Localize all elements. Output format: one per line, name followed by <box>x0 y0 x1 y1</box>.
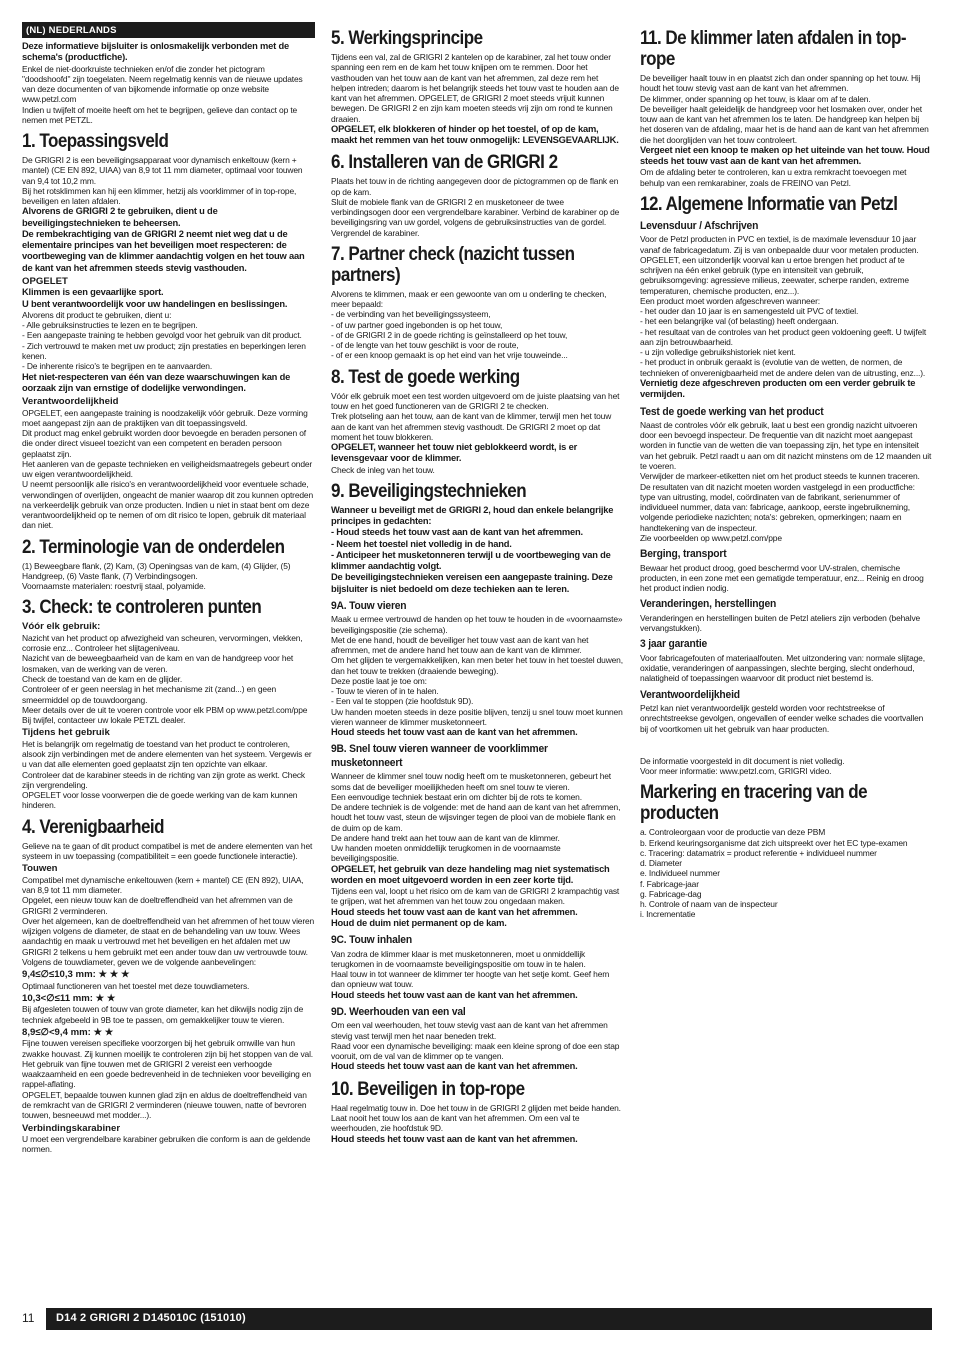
body-text: Check de inleg van het touw. <box>331 464 435 475</box>
body-text: Maak u ermee vertrouwd de handen op het touw te houden in de «voornaamste» beveiligingspositie (zie schema). Met de ene hand, houdt de beveiliger het touw vast aan de kant van het afremmen, met de andere hand het touw aan de kant van de klimmer. Om het glijden te vergemakkelijken, kan men beter het touw in het toestel duwen, dan het touw te trekken (draaiende beweging). Deze postie laat je toe om: - Touw te vieren of in te halen. - Een val te stoppen (zie hoofdstuk 9D). Uw handen moeten steeds in deze positie blijven, tenzij u snel touw moet kunnen vieren wanneer de klimmer musketonneert. <box>331 614 623 727</box>
label-heading: 10,3<∅≤11 mm: ★ ★ <box>22 992 116 1004</box>
body-text: Tijdens een val, loopt u het risico om de kam van de GRIGRI 2 krampachtig vast te grijpen, wat het afremmen van het touw zou ongedaan maken. <box>331 886 620 907</box>
subsection-heading: Test de goede werking van het product <box>640 405 824 418</box>
spacer <box>640 734 932 756</box>
bold-text: Klimmen is een gevaarlijke sport. U bent verantwoordelijk voor uw handelingen en beslissingen. <box>22 287 288 309</box>
label-heading: OPGELET <box>22 275 68 287</box>
section-heading: 9. Beveiligingstechnieken <box>331 479 527 502</box>
bold-text: Vergeet niet een knoop te maken op het uiteinde van het touw. Houd steeds het touw vast aan de kant van het afremmen. <box>640 144 930 167</box>
body-text: Tijdens een val, zal de GRIGRI 2 kantelen op de karabiner, zal het touw onder spanning een rem en de kam het touw knijpen om te remmen. Door het vasthouden van het touw aan de kant van het afremmen, zal deze rem het helpen intreden; daarom is het belangrijk steeds het touw vast te houden aan de kant van het afremmen. OPGELET, de GRIGRI 2 moet steeds vrijuit kunnen bewegen. De GRIGRI 2 en zijn kam moeten steeds vrij zijn om rond te kunnen draaien. <box>331 51 619 124</box>
bold-text: OPGELET, het gebruik van deze handeling mag niet systematisch worden en moet uitgevoerd worden in een zeer korte tijd. <box>331 863 610 885</box>
section-heading: 7. Partner check (nazicht tussen partners) <box>331 242 575 286</box>
body-text: De GRIGRI 2 is een beveiligingsapparaat voor dynamisch enkeltouw (kern + mantel) (CE EN 892, UIAA) van 8,9 tot 11 mm diameter, optimaal voor touwen van 9,4 tot 10,2 mm. Bij het rotsklimmen kan hij een klimmer, hetzij als voorklimmer of in top-rope, beveiligen en laten afdalen. <box>22 155 303 207</box>
bold-text: Wanneer u beveiligt met de GRIGRI 2, houd dan enkele belangrijke principes in gedachten: - Houd steeds het touw vast aan de kant van het afremmen. - Neem het toestel niet volledig in de hand. - Anticipeer het musketonneren terwijl u de voortbeweging van de klimmer aandachtig volgt. De beveiligingstechnieken vereisen een aangepaste training. Deze bijsluiter is niet bedoeld om deze techieken aan te leren. <box>331 504 614 594</box>
section-heading: 3. Check: te controleren punten <box>22 596 262 619</box>
body-text: (1) Beweegbare flank, (2) Kam, (3) Openingsas van de kam, (4) Glijder, (5) Handgreep, (6) Vaste flank, (7) Verbindingsogen. Voornaamste materialen: roestvrij staal, polyamide. <box>22 560 291 592</box>
body-text: Petzl kan niet verantwoordelijk gesteld worden voor rechtstreekse of onrechtstreekse gevolgen, ongevallen of eender welke schades die voortvallen bij of voortkomen uit het gebruik van haar producten. <box>640 703 924 734</box>
bold-text: Houd steeds het touw vast aan de kant van het afremmen. <box>331 727 578 738</box>
label-heading: 9,4≤∅≤10,3 mm: ★ ★ ★ <box>22 969 130 981</box>
bold-text: Houd steeds het touw vast aan de kant van het afremmen. <box>331 989 578 1000</box>
body-text: Wanneer de klimmer snel touw nodig heeft om te musketonneren, gebeurt het soms dat de beveiliger moeilijkheden heeft om snel touw te vieren. Een eenvoudige techniek bestaat erin om dichter bij de rots te komen. De andere techniek is de volgende: met de hand aan de kant van het afremmen, houdt het touw vast, steun de wijsvinger tegen de plooi van de mobiele flank en de duim op de kam. De andere hand trekt aan het touw aan de kant van de klimmer. Uw handen moeten onmiddellijk terugkomen in de voornaamste beveiligingspositie. <box>331 771 621 864</box>
body-text: Om de afdaling beter te controleren, kan u extra remkracht toevoegen met behulp van een remkarabiner, zoals de FREINO van Petzl. <box>640 167 907 188</box>
body-text: Gelieve na te gaan of dit product compatibel is met de andere elementen van het systeem in uw toepassing (compatibiliteit = een goede functionele interactie). <box>22 840 313 861</box>
section-heading: 1. Toepassingsveld <box>22 130 169 153</box>
subsection-heading: 3 jaar garantie <box>640 638 708 651</box>
bold-text: Houd steeds het touw vast aan de kant van het afremmen. <box>331 1061 578 1072</box>
column-middle <box>331 22 623 1292</box>
subsection-heading: Berging, transport <box>640 548 727 561</box>
subsection-heading: 9D. Weerhouden van een val <box>331 1005 466 1018</box>
page-footer <box>22 1308 932 1330</box>
page-number: 11 <box>22 1311 35 1325</box>
body-text: Om een val weerhouden, het touw stevig vast aan de kant van het afremmen stevig vast terwijl men het naar beneden trekt. Raad voor een dynamische beveiliging: maak een kleine sprong of doe een stap vooruit, om de val van de klimmer op te vangen. <box>331 1020 620 1062</box>
bold-text: OPGELET, elk blokkeren of hinder op het toestel, of op de kam, maakt het remmen van het touw onmogelijk: LEVENSGEVAARLIJK. <box>331 123 619 146</box>
body-text: Compatibel met dynamische enkeltouwen (kern + mantel) CE (EN 892), UIAA, van 8,9 tot 11 mm diameter. Opgelet, een nieuw touw kan de doeltreffendheid van het afremmen van de GRIGRI 2 verminderen. Over het algemeen, kan de doeltreffendheid van het afremmen of het touw vieren wijzigen volgens de diameter, de staat en de behandeling van uw touw. Wees aandachtig en maak u vertrouwd met het beveiligen en het afdalen met uw GRIGRI 2 telkens u hem gebruikt met een ander touw dan uw vertrouwde touw. Volgens de touwdiameter, geven we de volgende aanbevelingen: <box>22 874 315 967</box>
body-text: Bewaar het product droog, goed beschermd voor UV-stralen, chemische producten, in een zone met een gematigde temperatuur, enz... Reinig en droog het product indien nodig. <box>640 562 924 594</box>
subsection-heading: 9C. Touw inhalen <box>331 934 412 947</box>
section-heading: 6. Installeren van de GRIGRI 2 <box>331 151 558 174</box>
body-text: Vóór elk gebruik moet een test worden uitgevoerd om de juiste plaatsing van het touw en het goed functioneren van de GRIGRI 2 te checken. Trek plotseling aan het touw, aan de kant van de klimmer, terwijl men het touw aan de kant van het afremmen stevig vasthoudt. De GRIGRI 2 moet op dat moment het touw blokkeren. <box>331 390 620 442</box>
body-text: Bij afgesleten touwen of touw van grote diameter, kan het dikwijls nodig zijn de techniek afgebeeld in 9B toe te passen, om gemakkelijker touw te vieren. <box>22 1004 304 1025</box>
body-text: De informatie voorgesteld in dit document is niet volledig. Voor meer informatie: www.petzl.com, GRIGRI video. <box>640 755 845 777</box>
label-heading: 8,9≤∅<9,4 mm: ★ ★ <box>22 1026 114 1038</box>
subsection-heading: Verantwoordelijkheid <box>640 688 740 701</box>
subsection-heading: Veranderingen, herstellingen <box>640 598 777 611</box>
label-heading: Tijdens het gebruik <box>22 727 110 739</box>
body-text: Nazicht van het product op afwezigheid van scheuren, vervormingen, vlekken, corrosie enz... Controleer het slijtageniveau. Nazicht van de beweegbaarheid van de kam en van de handgreep voor het losmaken, van de werking van de veren. Check de toestand van de kam en de glijder. Controleer of er geen neerslag in het mechanisme zit (zand...) en geen smeermiddel op de touwdoorgang. Meer details over de uit te voeren controle voor elk PBM op www.petzl.com/ppe Bij twijfel, contacteer uw lokale PETZL dealer. <box>22 632 308 726</box>
section-heading: 2. Terminologie van de onderdelen <box>22 535 285 558</box>
language-header: (NL) NEDERLANDS <box>22 22 315 38</box>
body-text: Voor de Petzl producten in PVC en textiel, is de maximale levensduur 10 jaar vanaf de fabricagedatum. Zij is van onbepaalde duur voor metalen producten. OPGELET, een uitzonderlijk voorval kan u ertoe brengen het product af te schrijven na één enkel gebruik (type en intensiteit van gebruik, gebruiksomgeving: agressieve milieus, zeewater, scherpe randen, extreme temperaturen, chemische producten, enz...). Een product moet worden afgeschreven wanneer: - het ouder dan 10 jaar is en samengesteld uit PVC of textiel. - het een belangrijke val (of belasting) heeft ondergaan. - het resultaat van de controles van het product geen voldoening geeft. U twijfelt aan zijn betrouwbaarheid. - u zijn volledige gebruikshistoriek niet kent. - het product in onbruik geraakt is (evolutie van de wetten, de normen, de technieken of onverenigbaarheid met de andere delen van de uitrusting, enz...). <box>640 234 927 378</box>
body-text: U moet een vergrendelbare karabiner gebruiken die conform is aan de geldende normen. <box>22 1134 311 1155</box>
label-heading: Vóór elk gebruik: <box>22 621 101 633</box>
body-text: Naast de controles vóór elk gebruik, laat u best een grondig nazicht uitvoeren door een bevoegd inspecteur. De frequentie van dit nazicht moet aangepast worden in functie van de wetten die van toepassing zijn, het type en intensiteit van het gebruik. Petzl raadt u aan om dit nazicht minstens om de 12 maanden uit te voeren. Verwijder de markeer-etiketten niet om het product steeds te kunnen traceren. De resultaten van dit nazicht moeten worden vastgelegd in een productfiche: type van uitrusting, model, coördinaten van de fabrikant, serienummer of individueel nummer, data van: fabricage, aankoop, eerste ingebruikneming, volgende periodieke nazichten; nota's: gebreken, opmerkingen; naam en handtekening van de inspecteur. Zie voorbeelden op www.petzl.com/ppe <box>640 419 932 543</box>
body-text: Haal regelmatig touw in. Doe het touw in de GRIGRI 2 glijden met beide handen. Laat nooit het touw los aan de kant van het afremmen. Om een val te weerhouden, zie hoofdstuk 9D. <box>331 1102 621 1134</box>
section-heading: 10. Beveiligen in top-rope <box>331 1077 525 1100</box>
body-text: Plaats het touw in de richting aangegeven door de pictogrammen op de flank en op de kam. Sluit de mobiele flank van de GRIGRI 2 en musketoneer de twee verbindingsogen door een vergrendelbare karabiner. Verbind de karabiner op de beveiligingsring van uw gordel, volgens de gebruiksinstructies van de gordel. Vergrendel de karabiner. <box>331 176 620 238</box>
column-right <box>640 22 932 1292</box>
body-text: Veranderingen en herstellingen buiten de Petzl ateliers zijn verboden (behalve vervangstukken). <box>640 612 921 634</box>
section-heading: 8. Test de goede werking <box>331 365 520 388</box>
bold-text: Vernietig deze afgeschreven producten om een verder gebruik te vermijden. <box>640 378 916 400</box>
section-heading: 5. Werkingsprincipe <box>331 27 483 49</box>
document-reference: D14 2 GRIGRI 2 D145010C (151010) <box>46 1308 932 1330</box>
label-heading: Verantwoordelijkheid <box>22 396 119 407</box>
subsection-heading: 9B. Snel touw vieren wanneer de voorklimmer musketonneert <box>331 743 548 769</box>
section-heading: 4. Verenigbaarheid <box>22 815 164 838</box>
bold-text: Houd steeds het touw vast aan de kant van het afremmen. <box>331 1133 578 1144</box>
body-text: Van zodra de klimmer klaar is met musketonneren, moet u onmiddellijk terugkomen in de voornaamste beveiligingspositie om touw in te halen. Haal touw in tot wanneer de klimmer ter hoogte van het setje komt. Geef hem dan opnieuw wat touw. <box>331 948 610 990</box>
body-text: a. Controleorgaan voor de productie van deze PBM b. Erkend keuringsorganisme dat zich uitspreekt over het EC type-examen c. Tracering: datamatrix = product referentie + individueel nummer d. Diameter e. Individueel nummer f. Fabricage-jaar g. Fabricage-dag h. Controle of naam van de inspecteur i. Incrementatie <box>640 827 908 920</box>
bold-text: Houd steeds het touw vast aan de kant van het afremmen. Houd de duim niet permanent op de kam. <box>331 906 578 928</box>
body-text: Fijne touwen vereisen specifieke voorzorgen bij het gebruik omwille van hun zwakke houvast. Zij kunnen moeilijk te controleren zijn bij het stoppen van de val. Het gebruik van fijne touwen met de GRIGRI 2 vereist een verhoogde waakzaamheid en een goede bedrevenheid in de technieken voor beveiliging en rappel-aflating. OPGELET, bepaalde touwen kunnen glad zijn en aldus de doeltreffendheid van de remkracht van de GRIGRI 2 verminderen (nieuwe touwen, natte of bevroren touwen, besneeuwd met modder...). <box>22 1038 313 1121</box>
body-text: Het is belangrijk om regelmatig de toestand van het product te controleren, alsook zijn verbindingen met de andere elementen van het systeem. Vergewis er u van dat alle elementen goed geplaatst zijn ten opzichte van elkaar. Controleer dat de karabiner steeds in de richting van zijn grote as werkt. Check zijn vergrendeling. OPGELET voor losse voorwerpen die de goede werking van de kam kunnen hinderen. <box>22 738 312 811</box>
body-text: De beveiliger haalt touw in en plaatst zich dan onder spanning op het touw. Hij houdt het touw stevig vast aan de kant van het afremmen. De klimmer, onder spanning op het touw, is klaar om af te dalen. De beveiliger haalt geleidelijk de handgreep voor het losmaken over, onder het touw aan de kant van het afremmen los te laten. De handgreep kan helpen bij het doseren van de afdaling, maar het is de hand aan de kant van het afremmen die het doorglijden van het touw controleert. <box>640 72 929 145</box>
bold-text: OPGELET, wanneer het touw niet geblokkeerd wordt, is er levensgevaar voor de klimmer. <box>331 442 578 464</box>
body-text: Alvorens te klimmen, maak er een gewoonte van om u onderling te checken, meer bepaald: - de verbinding van het beveiligingssysteem, - of uw partner goed ingebonden is op het touw, - of de GRIGRI 2 in de goede richting is geïnstalleerd op het touw, - of de lengte van het touw geschikt is voor de route, - of er een knoop gemaakt is op het eind van het vrije touweinde... <box>331 288 607 361</box>
body-text: Optimaal functioneren van het toestel met deze touwdiameters. <box>22 980 250 991</box>
label-heading: Verbindingskarabiner <box>22 1122 121 1134</box>
body-text: Voor fabricagefouten of materiaalfouten. Met uitzondering van: normale slijtage, oxidatie, veranderingen of aanpassingen, slechte berging, slecht onderhoud, nalatigheid of toepassingen waarvoor dit product niet bestemd is. <box>640 652 925 684</box>
section-heading: 11. De klimmer laten afdalen in top-rope <box>640 27 906 70</box>
bold-text: Deze informatieve bijsluiter is onlosmakelijk verbonden met de schema's (productfiche). <box>22 41 289 63</box>
body-text: Enkel de niet-doorkruiste technieken en/of die zonder het pictogram "doodshoofd" zijn toegelaten. Neem regelmatig kennis van de nieuwe updates van deze documenten of van bijkomende informatie op onze website www.petzl.com Indien u twijfelt of moeite heeft om het te begrijpen, gelieve dan contact op te nemen met PETZL. <box>22 63 303 125</box>
bold-text: Alvorens de GRIGRI 2 te gebruiken, dient u de beveiligingstechnieken te beheersen. De rembekrachtiging van de GRIGRI 2 neemt niet weg dat u de elementaire principes van het beveiligen moet respecteren: de voortbeweging van de klimmer aandachtig volgen en het touw aan de kant van het afremmen steeds stevig vasthouden. <box>22 206 305 273</box>
subsection-heading: 9A. Touw vieren <box>331 599 407 612</box>
body-text: OPGELET, een aangepaste training is noodzakelijk vóór gebruik. Deze vorming moet aangepast zijn aan de praktijken van dit toepassingsveld. Dit product mag enkel gebruikt worden door bevoegde en beraden personen of die onder direct visueel toezicht van een competent en beraden persoon geplaatst zijn. Het aanleren van de gepaste technieken en veiligheidsmaatregels gebeurt onder uw eigen verantwoordelijkheid. U neemt persoonlijk alle risico's en verantwoordelijkheid voor eventuele schade, verwondingen of overlijden, ongeacht de manier waarop dit zou kunnen optreden na verkeerdelijk gebruik van onze producten. Indien u niet in staat bent om deze verantwoordelijkheid op te nemen of om dit risico te lopen, gebruik dit materiaal dan niet. <box>22 407 313 531</box>
subsection-heading: Levensduur / Afschrijven <box>640 219 759 232</box>
column-left <box>22 22 315 1292</box>
label-heading: Touwen <box>22 863 58 875</box>
bold-text: Het niet-respecteren van één van deze waarschuwingen kan de oorzaak zijn van ernstige of dodelijke verwondingen. <box>22 371 291 393</box>
section-heading: Markering en tracering van de producten <box>640 781 868 825</box>
body-text: Alvorens dit product te gebruiken, dient u: - Alle gebruiksinstructies te lezen en te begrijpen. - Een aangepaste training te hebben gevolgd voor het gebruik van dit product. - Zich vertrouwd te maken met uw product; zijn prestaties en beperkingen leren kenen. - De inherente risico's te begrijpen en te aanvaarden. <box>22 309 306 372</box>
section-heading: 12. Algemene Informatie van Petzl <box>640 192 898 215</box>
